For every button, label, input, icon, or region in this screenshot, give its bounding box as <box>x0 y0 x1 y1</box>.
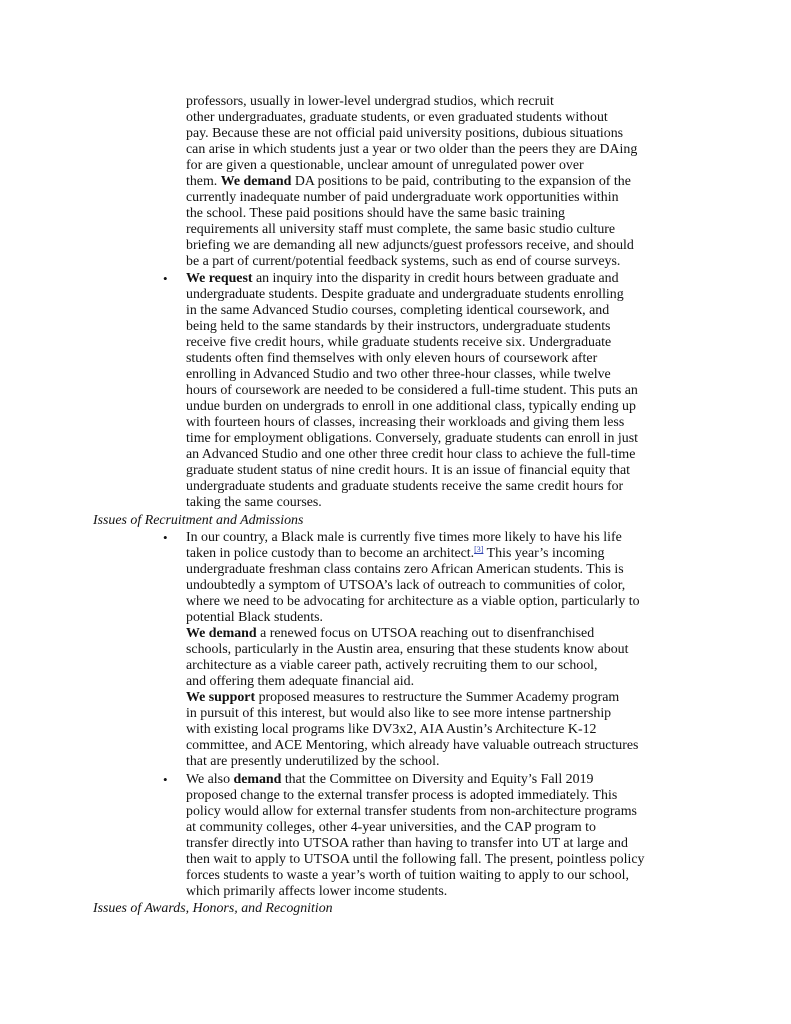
text-run: This year’s incoming <box>483 546 605 561</box>
text-line: professors, usually in lower-level undergrad studios, which recruit <box>186 94 554 109</box>
text-line: currently inadequate number of paid undergraduate work opportunities within <box>186 190 619 205</box>
text-line: potential Black students. <box>186 610 323 625</box>
bullet-icon: • <box>163 271 168 286</box>
emphasis-demand: demand <box>233 772 282 787</box>
text-line: other undergraduates, graduate students, or even graduated students without <box>186 110 608 125</box>
section-heading-recruitment: Issues of Recruitment and Admissions <box>93 513 304 528</box>
text-run: DA positions to be paid, contributing to the expansion of the <box>291 174 631 189</box>
text-line: committee, and ACE Mentoring, which already have valuable outreach structures <box>186 738 639 753</box>
text-line: that are presently underutilized by the school. <box>186 754 440 769</box>
text-line: undergraduate students and graduate students receive the same credit hours for <box>186 479 624 494</box>
text-line: schools, particularly in the Austin area, ensuring that these students know about <box>186 642 629 657</box>
text-run: proposed measures to restructure the Summer Academy program <box>255 690 620 705</box>
text-line: forces students to waste a year’s worth of tuition waiting to apply to our school, <box>186 868 630 883</box>
text-line: graduate student status of nine credit hours. It is an issue of financial equity that <box>186 463 630 478</box>
text-line: which primarily affects lower income students. <box>186 884 448 899</box>
text-line: at community colleges, other 4-year universities, and the CAP program to <box>186 820 596 835</box>
text-line <box>186 626 594 642</box>
text-run: that the Committee on Diversity and Equity’s Fall 2019 <box>281 772 594 787</box>
emphasis-we-demand: We demand <box>186 626 257 641</box>
text-line: hours of coursework are needed to be considered a full-time student. This puts an <box>186 383 638 398</box>
text-line: proposed change to the external transfer process is adopted immediately. This <box>186 788 618 803</box>
text-line: for are given a questionable, unclear amount of unregulated power over <box>186 158 584 173</box>
text-line: enrolling in Advanced Studio and two other three-hour classes, while twelve <box>186 367 611 382</box>
text-line <box>186 271 619 287</box>
bullet-icon: • <box>163 772 168 787</box>
text-line: and offering them adequate financial aid. <box>186 674 415 689</box>
text-run: them. <box>186 174 221 189</box>
text-line: in pursuit of this interest, but would also like to see more intense partnership <box>186 706 612 721</box>
text-run: We also <box>186 772 234 787</box>
emphasis-we-request: We request <box>186 271 253 286</box>
text-line: undoubtedly a symptom of UTSOA’s lack of outreach to communities of color, <box>186 578 626 593</box>
emphasis-we-support: We support <box>186 690 256 705</box>
footnote-link[interactable]: [3] <box>474 545 484 554</box>
section-heading-awards: Issues of Awards, Honors, and Recognition <box>93 901 333 916</box>
text-line: requirements all university staff must complete, the same basic studio culture <box>186 222 616 237</box>
text-run: an inquiry into the disparity in credit hours between graduate and <box>252 271 619 286</box>
text-line: then wait to apply to UTSOA until the following fall. The present, pointless policy <box>186 852 645 867</box>
text-line: briefing we are demanding all new adjuncts/guest professors receive, and should <box>186 238 634 253</box>
bullet-icon: • <box>163 530 168 545</box>
text-line: architecture as a viable career path, actively recruiting them to our school, <box>186 658 598 673</box>
text-line <box>186 690 619 706</box>
text-line <box>186 546 604 562</box>
text-line: In our country, a Black male is currently five times more likely to have his life <box>186 530 622 545</box>
text-line: pay. Because these are not official paid university positions, dubious situations <box>186 126 624 141</box>
text-line: an Advanced Studio and one other three credit hour class to achieve the full-time <box>186 447 636 462</box>
text-line: the school. These paid positions should have the same basic training <box>186 206 565 221</box>
text-line: undergraduate students. Despite graduate and undergraduate students enrolling <box>186 287 624 302</box>
text-line: taking the same courses. <box>186 495 322 510</box>
text-line: being held to the same standards by their instructors, undergraduate students <box>186 319 611 334</box>
text-line: time for employment obligations. Conversely, graduate students can enroll in just <box>186 431 638 446</box>
text-line: students often find themselves with only eleven hours of coursework after <box>186 351 598 366</box>
text-run: taken in police custody than to become an architect. <box>186 546 475 561</box>
text-line: be a part of current/potential feedback systems, such as end of course surveys. <box>186 254 621 269</box>
text-line: can arise in which students just a year or two older than the peers they are DAing <box>186 142 638 157</box>
text-run: a renewed focus on UTSOA reaching out to disenfranchised <box>256 626 595 641</box>
emphasis-we-demand: We demand <box>220 174 292 189</box>
text-line: transfer directly into UTSOA rather than having to transfer into UT at large and <box>186 836 628 851</box>
text-line <box>186 174 631 190</box>
text-line: with fourteen hours of classes, increasing their workloads and giving them less <box>186 415 625 430</box>
text-line: with existing local programs like DV3x2, AIA Austin’s Architecture K-12 <box>186 722 597 737</box>
text-line: undue burden on undergrads to enroll in one additional class, typically ending up <box>186 399 636 414</box>
text-line: in the same Advanced Studio courses, completing identical coursework, and <box>186 303 610 318</box>
text-line: where we need to be advocating for architecture as a viable option, particularly to <box>186 594 640 609</box>
text-line: receive five credit hours, while graduate students receive six. Undergraduate <box>186 335 612 350</box>
text-line: undergraduate freshman class contains zero African American students. This is <box>186 562 624 577</box>
text-line <box>186 772 593 788</box>
text-line: policy would allow for external transfer students from non-architecture programs <box>186 804 637 819</box>
